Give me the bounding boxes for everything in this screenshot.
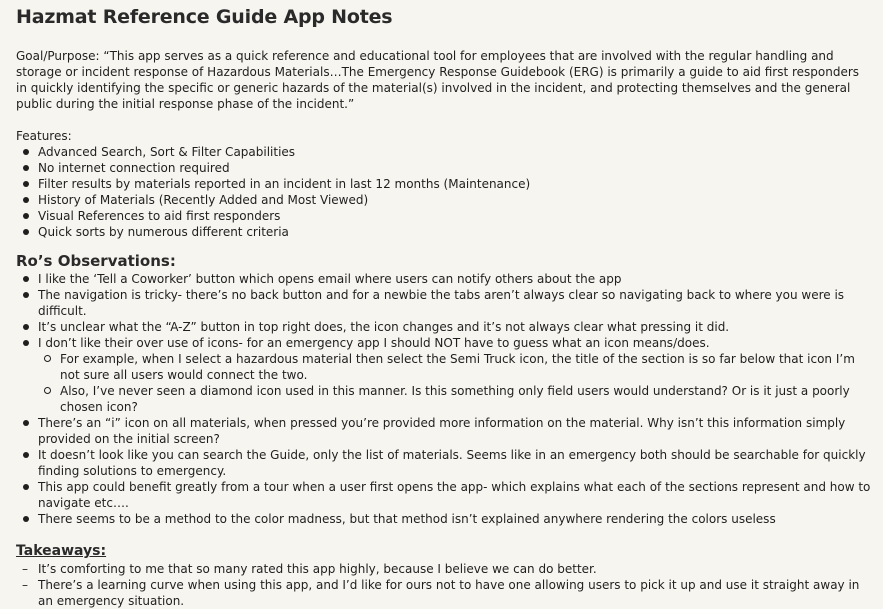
- notes-page: [16, 0, 876, 609]
- observation-item: The navigation is tricky- there’s no back button and for a newbie the tabs aren’t always clear so navigating back to where you were is difficult.: [16, 287, 876, 319]
- observation-item: It’s unclear what the “A-Z” button in top right does, the icon changes and it’s not always clear what pressing it did.: [16, 319, 876, 335]
- feature-item: Quick sorts by numerous different criteria: [16, 224, 876, 240]
- observation-item: I don’t like their over use of icons- for an emergency app I should NOT have to guess what an icon means/does.: [16, 335, 876, 351]
- goal-paragraph: Goal/Purpose: “This app serves as a quick reference and educational tool for employees that are involved with the regular handling and storage or incident response of Hazardous Materials…The Emergency Response Guidebook (ERG) is primarily a guide to aid first responders in quickly identifying the specific or generic hazards of the material(s) involved in the incident, and protecting themselves and the general public during the initial response phase of the incident.”: [16, 49, 860, 111]
- observation-item: I like the ‘Tell a Coworker’ button which opens email where users can notify others about the app: [16, 271, 876, 287]
- observations-list-continued: [16, 415, 876, 527]
- observation-item: This app could benefit greatly from a tour when a user first opens the app- which explains what each of the sections represent and how to navigate etc….: [16, 479, 876, 511]
- observation-subitem: For example, when I select a hazardous material then select the Semi Truck icon, the title of the section is so far below that icon I’m not sure all users would connect the two.: [16, 351, 876, 383]
- takeaways-list: [16, 561, 876, 609]
- feature-item: History of Materials (Recently Added and Most Viewed): [16, 192, 876, 208]
- observations-heading: Ro’s Observations:: [16, 252, 176, 270]
- observation-subitem: Also, I’ve never seen a diamond icon used in this manner. Is this something only field users would understand? Or is it just a poorly chosen icon?: [16, 383, 876, 415]
- takeaway-item: – There’s a learning curve when using this app, and I’d like for ours not to have one allowing users to pick it up and use it straight away in an emergency situation.: [16, 577, 876, 609]
- features-list: [16, 144, 876, 240]
- page-title: Hazmat Reference Guide App Notes: [16, 6, 393, 28]
- features-label: Features:: [16, 129, 72, 143]
- observation-item: There seems to be a method to the color madness, but that method isn’t explained anywhere rendering the colors useless: [16, 511, 876, 527]
- feature-item: Visual References to aid first responders: [16, 208, 876, 224]
- feature-item: No internet connection required: [16, 160, 876, 176]
- observation-item: There’s an “i” icon on all materials, when pressed you’re provided more information on the material. Why isn’t this information simply provided on the initial screen?: [16, 415, 876, 447]
- observations-list: [16, 271, 876, 351]
- observation-item: It doesn’t look like you can search the Guide, only the list of materials. Seems like in an emergency both should be searchable for quickly finding solutions to emergency.: [16, 447, 876, 479]
- takeaways-heading: Takeaways:: [16, 543, 107, 559]
- takeaway-item: – It’s comforting to me that so many rated this app highly, because I believe we can do better.: [16, 561, 876, 577]
- feature-item: Filter results by materials reported in an incident in last 12 months (Maintenance): [16, 176, 876, 192]
- observation-sublist: [16, 351, 876, 415]
- feature-item: Advanced Search, Sort & Filter Capabilities: [16, 144, 876, 160]
